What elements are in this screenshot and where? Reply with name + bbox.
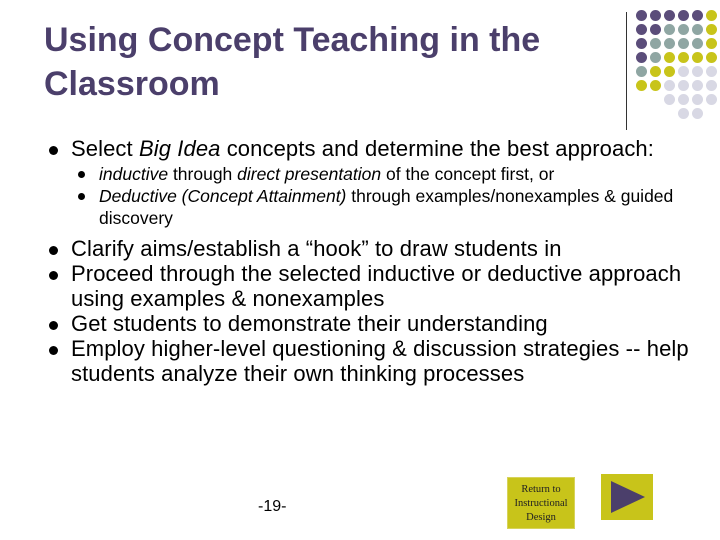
decorative-dot: [706, 66, 717, 77]
decorative-dot: [692, 94, 703, 105]
decorative-dot: [706, 52, 717, 63]
decorative-dot: [650, 80, 661, 91]
decorative-dot: [650, 38, 661, 49]
bullet-dot-icon: [49, 346, 58, 355]
decorative-dot-grid: [636, 10, 720, 120]
slide-title: [44, 18, 634, 106]
bullet-dot-icon: [49, 246, 58, 255]
decorative-dot: [650, 66, 661, 77]
decorative-dot: [650, 24, 661, 35]
decorative-dot: [692, 24, 703, 35]
decorative-dot: [636, 80, 647, 91]
bullet-dot-icon: [49, 271, 58, 280]
decorative-dot: [706, 38, 717, 49]
decorative-dot: [706, 24, 717, 35]
decorative-dot: [636, 10, 647, 21]
bullet-dot-icon: [49, 321, 58, 330]
decorative-dot: [678, 66, 689, 77]
decorative-dot: [692, 38, 703, 49]
decorative-dot: [692, 66, 703, 77]
decorative-dot: [664, 10, 675, 21]
sub-bullet-item: Deductive (Concept Attainment) through examples/nonexamples & guided discovery: [44, 185, 694, 229]
decorative-dot: [636, 38, 647, 49]
decorative-dot: [678, 38, 689, 49]
decorative-dot: [636, 24, 647, 35]
decorative-dot: [678, 80, 689, 91]
title-line-2: Classroom: [44, 65, 220, 103]
decorative-dot: [664, 94, 675, 105]
sub-bullet-list: [44, 163, 694, 229]
decorative-dot: [650, 52, 661, 63]
decorative-dot: [636, 52, 647, 63]
play-arrow-icon: [611, 481, 645, 513]
decorative-dot: [664, 52, 675, 63]
decorative-dot: [678, 52, 689, 63]
bullet-item: Employ higher-level questioning & discussion strategies -- help students analyze their own thinking processes: [44, 336, 694, 386]
decorative-dot: [678, 94, 689, 105]
decorative-dot: [664, 24, 675, 35]
bullet-dot-icon: [49, 146, 58, 155]
decorative-dot: [692, 10, 703, 21]
decorative-dot: [664, 38, 675, 49]
decorative-dot: [706, 94, 717, 105]
bullet-item: Proceed through the selected inductive or deductive approach using examples & nonexamples: [44, 261, 694, 311]
bullet-dot-icon: [78, 171, 85, 178]
bullet-dot-icon: [78, 193, 85, 200]
return-button-label: Return to Instructional Design: [514, 484, 568, 523]
big-idea-term: Big Idea: [138, 136, 221, 161]
divider-line: [626, 12, 627, 130]
bullet-list: [44, 136, 694, 386]
decorative-dot: [678, 10, 689, 21]
next-slide-button[interactable]: [601, 474, 653, 520]
sub-bullet-item: inductive through direct presentation of the concept first, or: [44, 163, 694, 185]
decorative-dot: [664, 80, 675, 91]
decorative-dot: [650, 10, 661, 21]
bullet-item: Get students to demonstrate their understanding: [44, 311, 694, 336]
title-line-1: Using Concept Teaching in the: [44, 21, 541, 59]
page-number: -19-: [258, 498, 287, 515]
decorative-dot: [678, 24, 689, 35]
decorative-dot: [706, 10, 717, 21]
return-to-instructional-design-button[interactable]: [506, 476, 576, 530]
decorative-dot: [692, 80, 703, 91]
bullet-item: Select Big Idea concepts and determine the best approach:: [44, 136, 694, 161]
decorative-dot: [636, 66, 647, 77]
decorative-dot: [706, 80, 717, 91]
decorative-dot: [678, 108, 689, 119]
decorative-dot: [692, 108, 703, 119]
decorative-dot: [692, 52, 703, 63]
bullet-item: Clarify aims/establish a “hook” to draw students in: [44, 236, 694, 261]
decorative-dot: [664, 66, 675, 77]
